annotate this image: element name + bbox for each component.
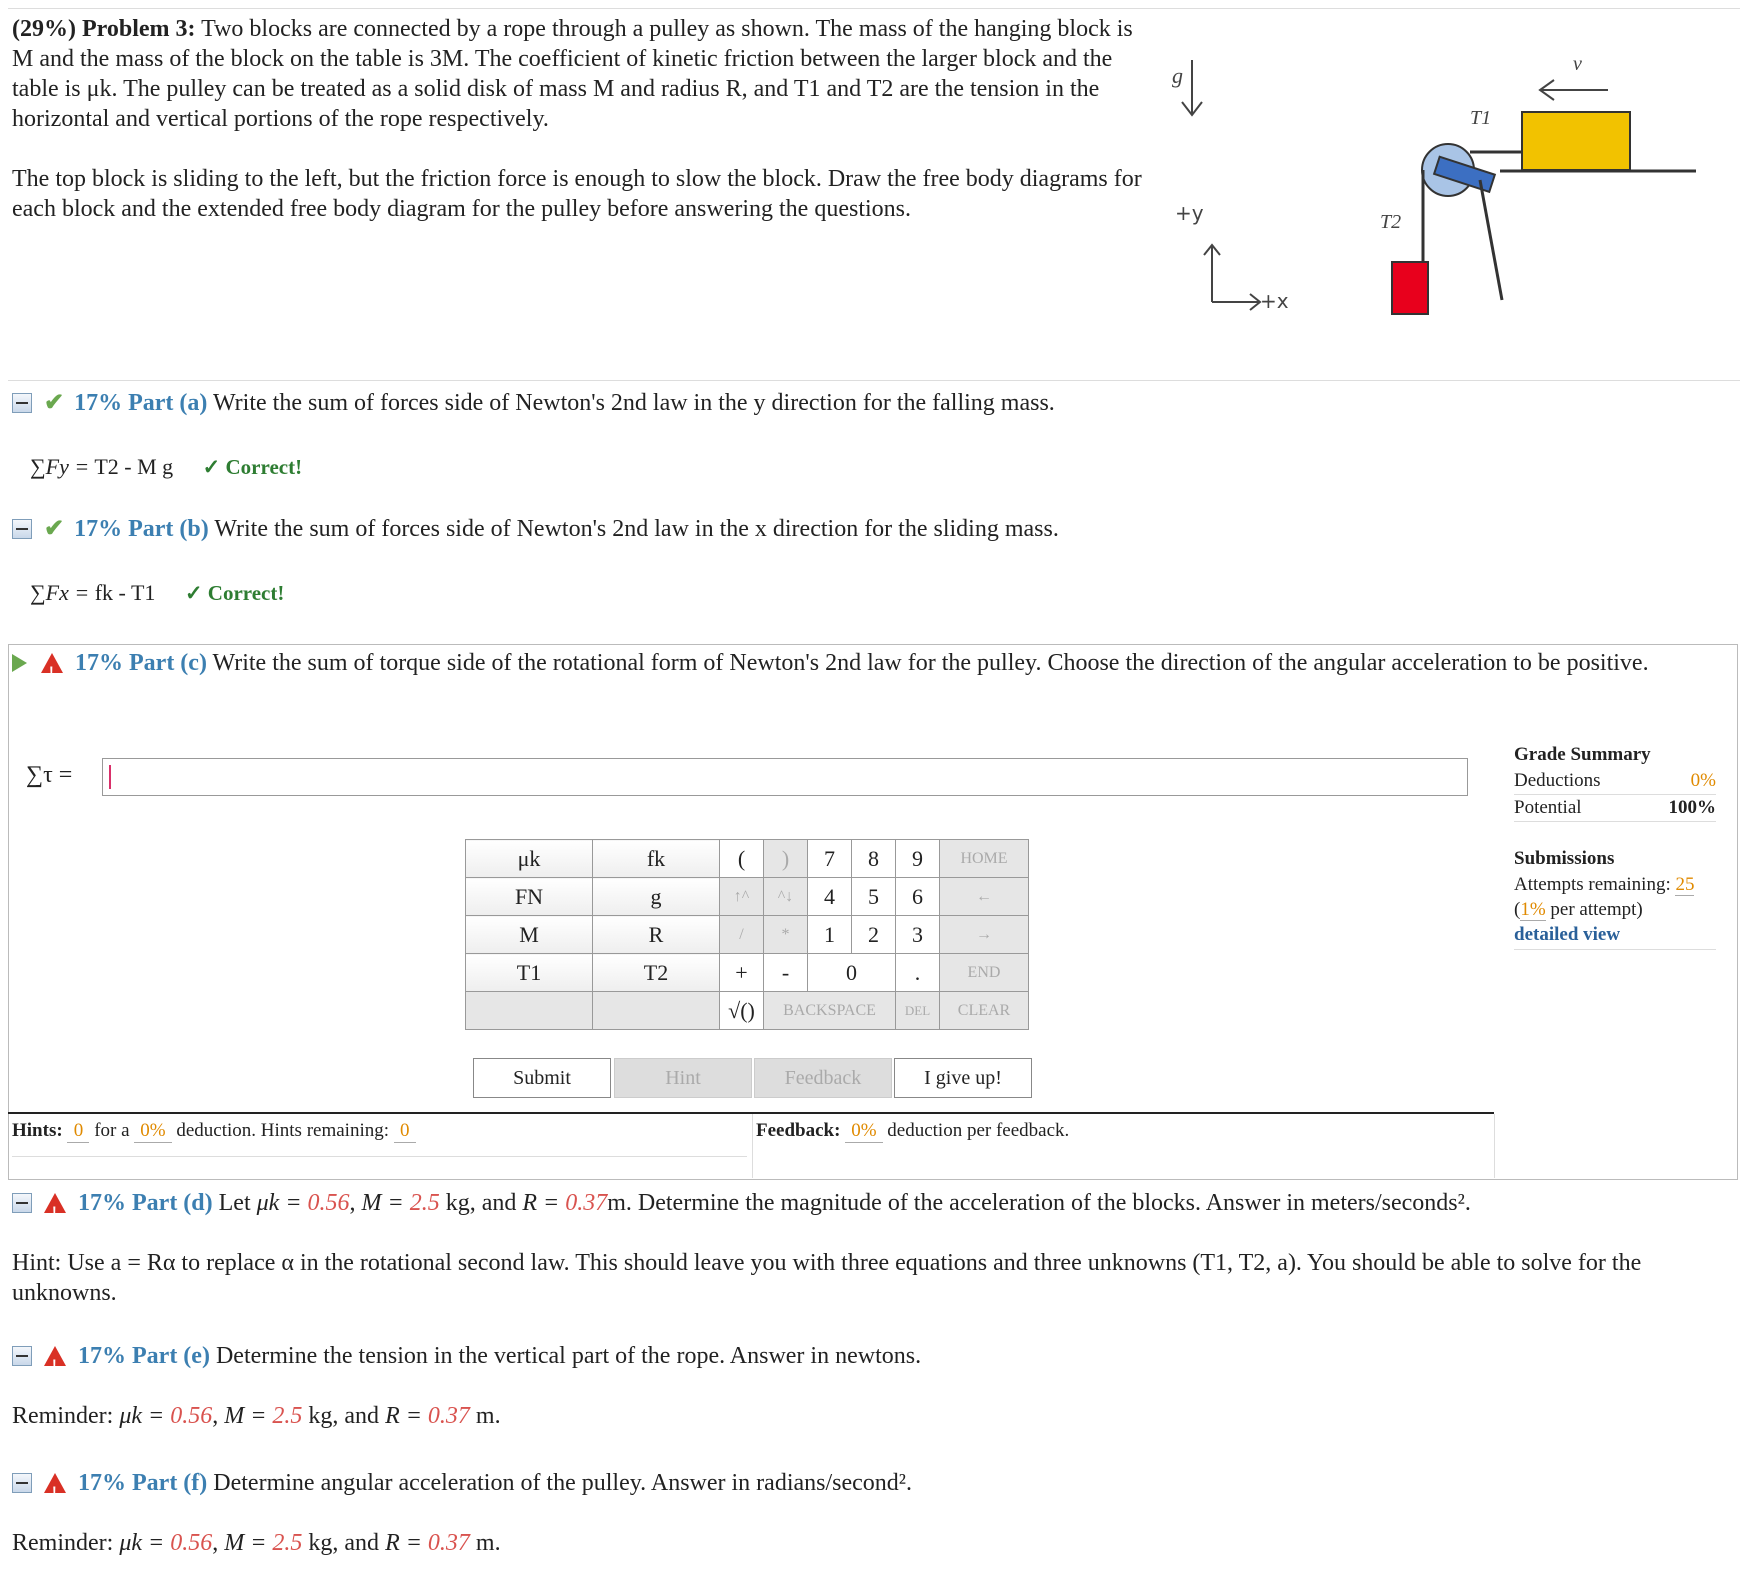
collapse-icon[interactable]: [12, 393, 32, 413]
equation-keypad: [465, 839, 1029, 1030]
key-clear[interactable]: CLEAR: [940, 992, 1029, 1030]
pulley-support: [1480, 180, 1502, 300]
feedback-button[interactable]: Feedback: [754, 1058, 892, 1098]
submissions-title: Submissions: [1514, 848, 1615, 869]
part-b-status: ✓ Correct!: [184, 581, 285, 605]
play-icon[interactable]: [12, 654, 27, 672]
key-2[interactable]: 2: [852, 916, 896, 954]
part-d-mu-label: μk =: [256, 1190, 302, 1216]
part-a-header: [12, 388, 1055, 418]
key-backspace[interactable]: BACKSPACE: [764, 992, 896, 1030]
open-paren: (: [1514, 899, 1521, 920]
y-axis-label: +y: [1175, 201, 1204, 225]
per-attempt-label: per attempt): [1550, 899, 1643, 920]
key-subscript[interactable]: ^↓: [764, 878, 808, 916]
warning-icon: !: [41, 653, 63, 673]
key-6[interactable]: 6: [896, 878, 940, 916]
key-minus[interactable]: -: [764, 954, 808, 992]
part-a-status: ✓ Correct!: [202, 455, 303, 479]
part-e-text: Determine the tension in the vertical part of the rope. Answer in newtons.: [215, 1343, 922, 1369]
key-m[interactable]: M: [466, 916, 593, 954]
problem-title: Problem 3:: [81, 16, 196, 42]
part-e-m-unit: kg, and: [308, 1403, 380, 1429]
key-3[interactable]: 3: [896, 916, 940, 954]
text-cursor: [109, 765, 111, 789]
part-d-m-value: 2.5: [409, 1190, 440, 1216]
part-e-r-value: 0.37: [427, 1403, 470, 1429]
part-d-header: ! 17% Part (d) Let μk = 0.56, M = 2.5 kg, and R = 0.37m. Determine the magnitude of the acceleration of the blocks. Answer in meters/seconds².: [12, 1188, 1732, 1218]
part-e-r-unit: m.: [475, 1403, 501, 1429]
key-open-paren[interactable]: (: [720, 840, 764, 878]
expand-icon[interactable]: [12, 1473, 32, 1493]
key-8[interactable]: 8: [852, 840, 896, 878]
part-a-answer: [30, 454, 302, 480]
part-a-value: T2 - M g: [94, 454, 174, 479]
expand-icon[interactable]: [12, 1346, 32, 1366]
key-close-paren[interactable]: ): [764, 840, 808, 878]
part-f-percent: 17% Part (f): [78, 1470, 208, 1496]
grade-summary-title: Grade Summary: [1514, 744, 1651, 765]
part-b-lhs: ∑Fx =: [30, 580, 90, 605]
part-f-reminder-label: Reminder:: [12, 1530, 114, 1556]
feedback-label: Feedback:: [756, 1120, 841, 1141]
key-plus[interactable]: +: [720, 954, 764, 992]
warning-icon: !: [44, 1346, 66, 1366]
part-d-m-unit: kg, and: [445, 1190, 517, 1216]
part-e-reminder: Reminder: μk = 0.56, M = 2.5 kg, and R = 0.37 m.: [12, 1403, 501, 1429]
potential-value: 100%: [1668, 797, 1716, 818]
t1-label: T1: [1470, 107, 1492, 129]
key-mu-k[interactable]: μk: [466, 840, 593, 878]
part-e-m-value: 2.5: [272, 1403, 303, 1429]
submit-button[interactable]: Submit: [473, 1058, 611, 1098]
deductions-label: Deductions: [1514, 770, 1601, 791]
part-a-lhs: ∑Fy =: [30, 454, 90, 479]
gravity-arrow-icon: [1182, 60, 1202, 115]
key-7[interactable]: 7: [808, 840, 852, 878]
part-b-answer: [30, 580, 284, 606]
hints-label: Hints:: [12, 1120, 63, 1141]
hanging-block: [1392, 262, 1428, 314]
hints-remaining: 0: [394, 1120, 416, 1143]
key-r[interactable]: R: [593, 916, 720, 954]
top-block: [1522, 112, 1630, 170]
key-divide[interactable]: /: [720, 916, 764, 954]
hints-info: [12, 1120, 416, 1143]
key-t2[interactable]: T2: [593, 954, 720, 992]
key-blank: [593, 992, 720, 1030]
key-5[interactable]: 5: [852, 878, 896, 916]
part-e-m-label: M =: [224, 1403, 267, 1429]
key-sqrt[interactable]: √(): [720, 992, 764, 1030]
attempts-value: 25: [1675, 874, 1695, 895]
hints-deduction-text: deduction. Hints remaining:: [176, 1120, 390, 1141]
part-f-reminder: Reminder: μk = 0.56, M = 2.5 kg, and R = 0.37 m.: [12, 1530, 501, 1556]
problem-paragraph-2: The top block is sliding to the left, but the friction force is enough to slow the block. Draw the free body diagrams for each block and the extended free body diagram for the pulley before answering the questions.: [12, 166, 1142, 222]
deductions-value: 0%: [1690, 770, 1716, 791]
hints-deduction: 0%: [134, 1120, 171, 1143]
key-decimal[interactable]: .: [896, 954, 940, 992]
feedback-info: [756, 1120, 1069, 1143]
footer-separator: [752, 1114, 753, 1178]
for-a-text: for a: [94, 1120, 130, 1141]
deductions-row: [1514, 768, 1716, 795]
checkmark-icon: ✔: [44, 516, 65, 542]
part-c-text: Write the sum of torque side of the rotational form of Newton's 2nd law for the pulley. Choose the direction of the angular acceleration to be positive.: [212, 650, 1649, 676]
part-d-r-value: 0.37: [565, 1190, 608, 1216]
key-f-n[interactable]: FN: [466, 878, 593, 916]
part-f-r-unit: m.: [475, 1530, 501, 1556]
attempts-info: [1514, 872, 1716, 950]
key-4[interactable]: 4: [808, 878, 852, 916]
footer-separator: [1494, 1114, 1495, 1178]
part-d-text: m. Determine the magnitude of the acceleration of the blocks. Answer in meters/seconds².: [607, 1190, 1471, 1216]
collapse-icon[interactable]: [12, 519, 32, 539]
part-c-header: [12, 648, 1712, 678]
key-left-arrow[interactable]: ←: [940, 878, 1029, 916]
part-b-header: [12, 514, 1059, 544]
part-e-reminder-label: Reminder:: [12, 1403, 114, 1429]
hint-button[interactable]: Hint: [614, 1058, 752, 1098]
part-b-percent: 17% Part (b): [74, 516, 209, 542]
key-end[interactable]: END: [940, 954, 1029, 992]
t2-label: T2: [1380, 211, 1402, 233]
part-d-let: Let: [218, 1190, 251, 1216]
part-d-hint: Hint: Use a = Rα to replace α in the rotational second law. This should leave you with three equations and three unknowns (T1, T2, a). You should be able to solve for the unknowns.: [12, 1250, 1642, 1306]
key-home[interactable]: HOME: [940, 840, 1029, 878]
checkmark-icon: ✔: [44, 390, 65, 416]
potential-label: Potential: [1514, 797, 1582, 818]
part-f-r-label: R =: [385, 1530, 422, 1556]
warning-icon: !: [44, 1473, 66, 1493]
part-e-percent: 17% Part (e): [78, 1343, 210, 1369]
part-d-m-label: M =: [361, 1190, 404, 1216]
part-f-text: Determine angular acceleration of the pulley. Answer in radians/second².: [213, 1470, 912, 1496]
gravity-label: g: [1172, 63, 1183, 88]
key-superscript[interactable]: ↑^: [720, 878, 764, 916]
part-d-percent: 17% Part (d): [78, 1190, 213, 1216]
hints-underline: [12, 1156, 747, 1157]
detailed-view-link[interactable]: detailed view: [1514, 924, 1621, 945]
part-b-value: fk - T1: [94, 580, 156, 605]
key-9[interactable]: 9: [896, 840, 940, 878]
key-del[interactable]: DEL: [896, 992, 940, 1030]
pulley-diagram: [1172, 40, 1700, 340]
part-f-header: [12, 1468, 912, 1498]
part-d-r-label: R =: [522, 1190, 560, 1216]
part-f-mu-value: 0.56: [170, 1530, 213, 1556]
velocity-arrow-icon: [1540, 80, 1608, 100]
axes-icon: [1204, 245, 1260, 310]
key-f-k[interactable]: fk: [593, 840, 720, 878]
part-c-percent: 17% Part (c): [75, 650, 207, 676]
part-e-header: [12, 1341, 921, 1371]
part-f-mu-label: μk =: [119, 1530, 165, 1556]
grade-summary: [1514, 744, 1716, 950]
key-right-arrow[interactable]: →: [940, 916, 1029, 954]
part-f-r-value: 0.37: [427, 1530, 470, 1556]
part-e-mu-label: μk =: [119, 1403, 165, 1429]
part-e-mu-value: 0.56: [170, 1403, 213, 1429]
feedback-text: deduction per feedback.: [887, 1120, 1070, 1141]
per-attempt-value: 1%: [1520, 899, 1546, 920]
problem-percent: (29%): [12, 16, 76, 42]
key-blank: [466, 992, 593, 1030]
problem-text-1: Two blocks are connected by a rope through a pulley as shown. The mass of the hanging block is M and the mass of the block on the table is 3M. The coefficient of kinetic friction between the larger block and the table is μk. The pulley can be treated as a solid disk of mass M and radius R, and T1 and T2 are the tension in the horizontal and vertical portions of the rope respectively.: [12, 16, 1133, 132]
problem-paragraph-1: [12, 14, 1157, 134]
feedback-deduction: 0%: [845, 1120, 882, 1143]
part-f-m-value: 2.5: [272, 1530, 303, 1556]
potential-row: [1514, 795, 1716, 822]
part-b-text: Write the sum of forces side of Newton's 2nd law in the x direction for the sliding mass.: [214, 516, 1059, 542]
attempts-label: Attempts remaining:: [1514, 874, 1671, 895]
footer-divider: [8, 1112, 1494, 1114]
key-g[interactable]: g: [593, 878, 720, 916]
key-t1[interactable]: T1: [466, 954, 593, 992]
x-axis-label: +x: [1260, 289, 1289, 313]
torque-answer-input[interactable]: [102, 758, 1468, 796]
expand-icon[interactable]: [12, 1193, 32, 1213]
part-f-m-unit: kg, and: [308, 1530, 380, 1556]
velocity-label: v: [1573, 53, 1582, 75]
give-up-button[interactable]: I give up!: [894, 1058, 1032, 1098]
part-d-mu-value: 0.56: [307, 1190, 350, 1216]
part-e-r-label: R =: [385, 1403, 422, 1429]
part-c-lhs: ∑τ =: [26, 762, 73, 788]
hints-count: 0: [67, 1120, 89, 1143]
key-multiply[interactable]: *: [764, 916, 808, 954]
problem-statement: [12, 14, 1157, 254]
part-f-m-label: M =: [224, 1530, 267, 1556]
warning-icon: !: [44, 1193, 66, 1213]
key-1[interactable]: 1: [808, 916, 852, 954]
key-0[interactable]: 0: [808, 954, 896, 992]
part-a-percent: 17% Part (a): [74, 390, 208, 416]
part-a-text: Write the sum of forces side of Newton's 2nd law in the y direction for the falling mass.: [212, 390, 1055, 416]
